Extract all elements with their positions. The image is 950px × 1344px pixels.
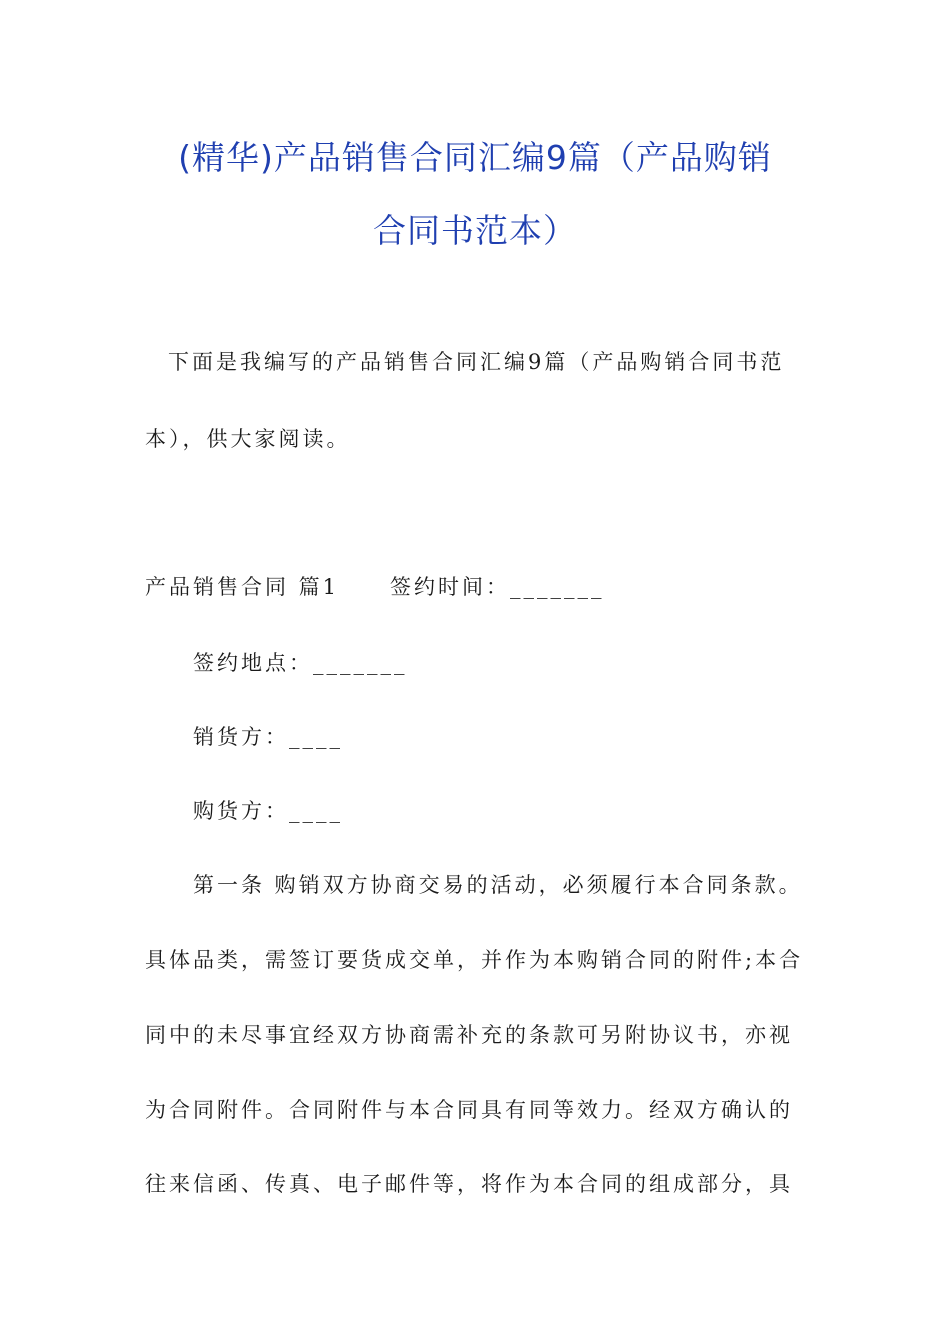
- buyer-label: 购货方：: [193, 799, 289, 823]
- buyer-blank: ____: [289, 799, 343, 823]
- contract-heading: 产品销售合同 篇1: [145, 575, 340, 599]
- intro-line-1: 下面是我编写的产品销售合同汇编9篇（产品购销合同书范: [168, 350, 785, 374]
- seller-label: 销货方：: [193, 725, 289, 749]
- sign-time-row: [390, 571, 605, 601]
- intro-line-2: 本），供大家阅读。: [145, 427, 351, 451]
- article1-line-2: 具体品类，需签订要货成交单，并作为本购销合同的附件;本合: [145, 948, 804, 972]
- document-title-line-1: (精华)产品销售合同汇编9篇（产品购销: [178, 138, 772, 177]
- buyer-row: [193, 795, 343, 825]
- sign-place-blank: _______: [313, 651, 408, 675]
- sign-time-label: 签约时间：: [390, 575, 510, 599]
- sign-place-label: 签约地点：: [193, 651, 313, 675]
- sign-place-row: [193, 647, 408, 677]
- document-title-line-2: 合同书范本）: [373, 211, 577, 250]
- sign-time-blank: _______: [510, 575, 605, 599]
- article1-line-5: 往来信函、传真、电子邮件等，将作为本合同的组成部分，具: [145, 1172, 793, 1196]
- seller-row: [193, 721, 343, 751]
- article1-line-3: 同中的未尽事宜经双方协商需补充的条款可另附协议书，亦视: [145, 1023, 793, 1047]
- seller-blank: ____: [289, 725, 343, 749]
- article1-line-1: 第一条 购销双方协商交易的活动，必须履行本合同条款。: [193, 873, 803, 897]
- article1-line-4: 为合同附件。合同附件与本合同具有同等效力。经双方确认的: [145, 1098, 793, 1122]
